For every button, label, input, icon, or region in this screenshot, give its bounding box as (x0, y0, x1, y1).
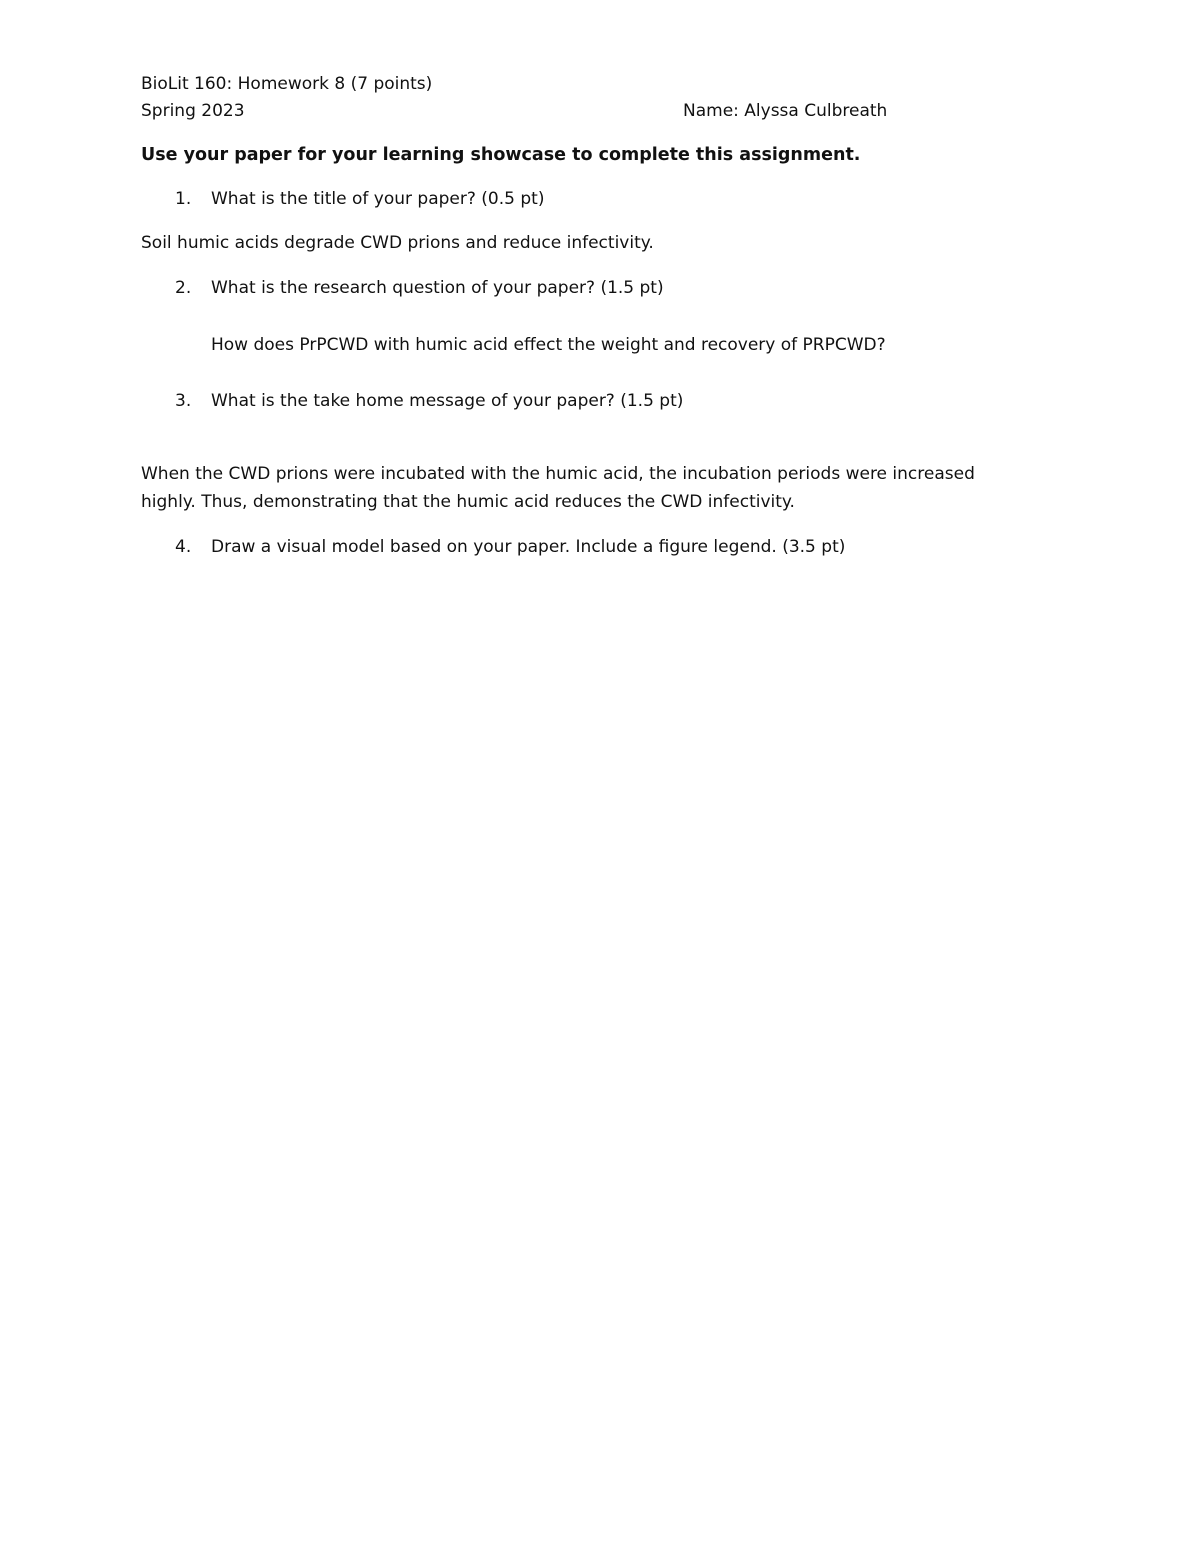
answer-3-line-2: highly. Thus, demonstrating that the humic acid reduces the CWD infectivity. (141, 492, 795, 512)
question-text: What is the title of your paper? (0.5 pt) (211, 189, 545, 209)
answer-2: How does PrPCWD with humic acid effect the weight and recovery of PRPCWD? (211, 335, 886, 355)
question-text: What is the take home message of your paper? (1.5 pt) (211, 391, 684, 411)
answer-3-line-1: When the CWD prions were incubated with the humic acid, the incubation periods were increased (141, 464, 975, 484)
question-text: Draw a visual model based on your paper. Include a figure legend. (3.5 pt) (211, 537, 846, 557)
term-label: Spring 2023 (141, 101, 245, 121)
course-heading: BioLit 160: Homework 8 (7 points) (141, 74, 433, 94)
question-text: What is the research question of your paper? (1.5 pt) (211, 278, 664, 298)
question-number: 1. (175, 189, 192, 209)
question-number: 4. (175, 537, 192, 557)
question-number: 2. (175, 278, 192, 298)
answer-1: Soil humic acids degrade CWD prions and reduce infectivity. (141, 233, 654, 253)
question-number: 3. (175, 391, 192, 411)
student-name: Name: Alyssa Culbreath (683, 101, 888, 121)
instructions: Use your paper for your learning showcase to complete this assignment. (141, 145, 861, 165)
